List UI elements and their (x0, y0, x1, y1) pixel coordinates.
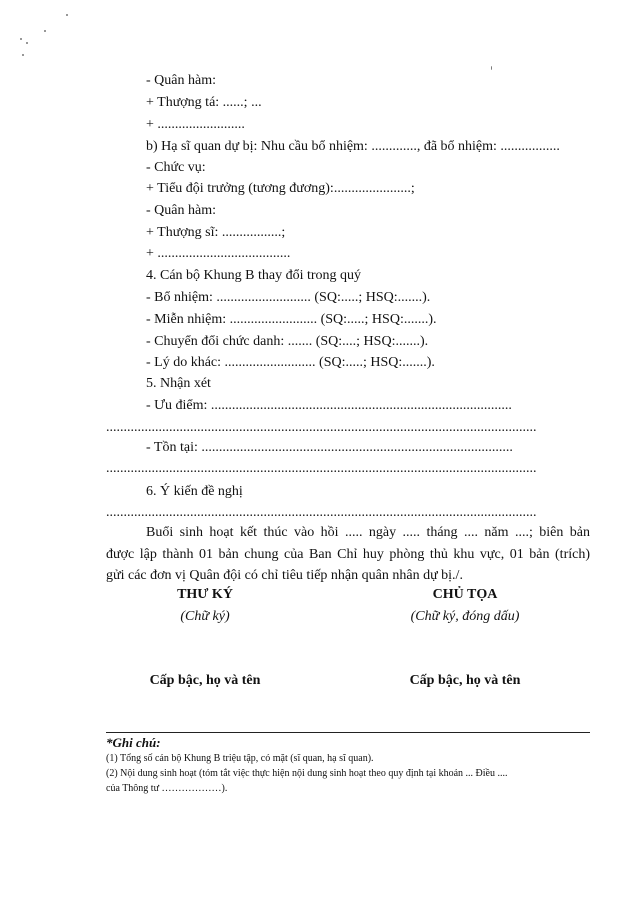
proposal-line: ........................................................................................................................... (106, 505, 537, 520)
secretary-signature-note: (Chữ ký) (180, 609, 230, 624)
other-reason-line: - Lý do khác: .......................... (SQ:.....; HSQ:.......). (146, 355, 435, 370)
dismissal-line: - Miễn nhiệm: ......................... (SQ:.....; HSQ:.......). (146, 312, 437, 327)
footnote-title: *Ghi chú: (106, 735, 161, 750)
scan-speck (66, 14, 68, 16)
scan-speck (44, 30, 46, 32)
scan-speck (22, 54, 24, 56)
position-heading: - Chức vụ: (146, 160, 206, 175)
appointment-line: - Bổ nhiệm: ........................... (SQ:.....; HSQ:.......). (146, 290, 431, 305)
chair-signature-note: (Chữ ký, đóng dấu) (410, 609, 520, 624)
scan-speck (20, 38, 22, 40)
shortcomings-line: - Tồn tại: ......................................................................................... (146, 440, 513, 455)
strengths-continuation: ........................................................................................................................... (106, 420, 537, 435)
shortcomings-continuation: ........................................................................................................................... (106, 461, 537, 476)
strengths-line: - Ưu điểm: ...................................................................................... (146, 398, 512, 413)
section-5-heading: 5. Nhận xét (146, 376, 211, 391)
closing-paragraph-line-3: gửi các đơn vị Quân đội có chỉ tiêu tiếp nhận quân nhân dự bị./. (106, 568, 463, 583)
closing-paragraph-line-2: được lập thành 01 bản chung của Ban Chỉ huy phòng thủ khu vực, 01 bản (trích) (106, 547, 590, 562)
senior-colonel-line: + Thượng tá: ......; ... (146, 95, 262, 110)
footnote-divider (106, 732, 590, 733)
closing-paragraph-line-1: Buổi sinh hoạt kết thúc vào hồi ..... ngày ..... tháng .... năm ....; biên bản (146, 525, 590, 540)
footnote-2: (2) Nội dung sinh hoạt (tóm tắt việc thực hiện nội dung sinh hoạt theo quy định tại khoản ... Điều .... (106, 768, 508, 779)
footnote-1: (1) Tổng số cán bộ Khung B triệu tập, có mặt (sĩ quan, hạ sĩ quan). (106, 753, 374, 764)
chair-signature-block (390, 586, 540, 690)
title-change-line: - Chuyển đổi chức danh: ....... (SQ:....; HSQ:.......). (146, 334, 429, 349)
section-4-heading: 4. Cán bộ Khung B thay đổi trong quý (146, 268, 362, 283)
rank-heading-2: - Quân hàm: (146, 203, 216, 218)
chair-rank-name: Cấp bậc, họ và tên (409, 673, 521, 688)
scan-speck (491, 66, 492, 70)
footnote-2-continuation: của Thông tư ………………). (106, 783, 228, 794)
secretary-title: THƯ KÝ (177, 587, 233, 602)
scan-speck (26, 42, 28, 44)
rank-heading: - Quân hàm: (146, 73, 216, 88)
chair-title: CHỦ TỌA (432, 587, 498, 602)
section-6-heading: 6. Ý kiến đề nghị (146, 484, 243, 499)
secretary-signature-block (130, 586, 280, 690)
rank-blank-line-2: + ...................................... (146, 246, 291, 261)
squad-leader-line: + Tiểu đội trưởng (tương đương):......................; (146, 181, 415, 196)
secretary-rank-name: Cấp bậc, họ và tên (149, 673, 261, 688)
rank-blank-line: + ......................... (146, 117, 245, 132)
reserve-nco-line: b) Hạ sĩ quan dự bị: Nhu cầu bổ nhiệm: ............., đã bổ nhiệm: ................. (146, 139, 560, 154)
master-sergeant-line: + Thượng sĩ: .................; (146, 225, 286, 240)
